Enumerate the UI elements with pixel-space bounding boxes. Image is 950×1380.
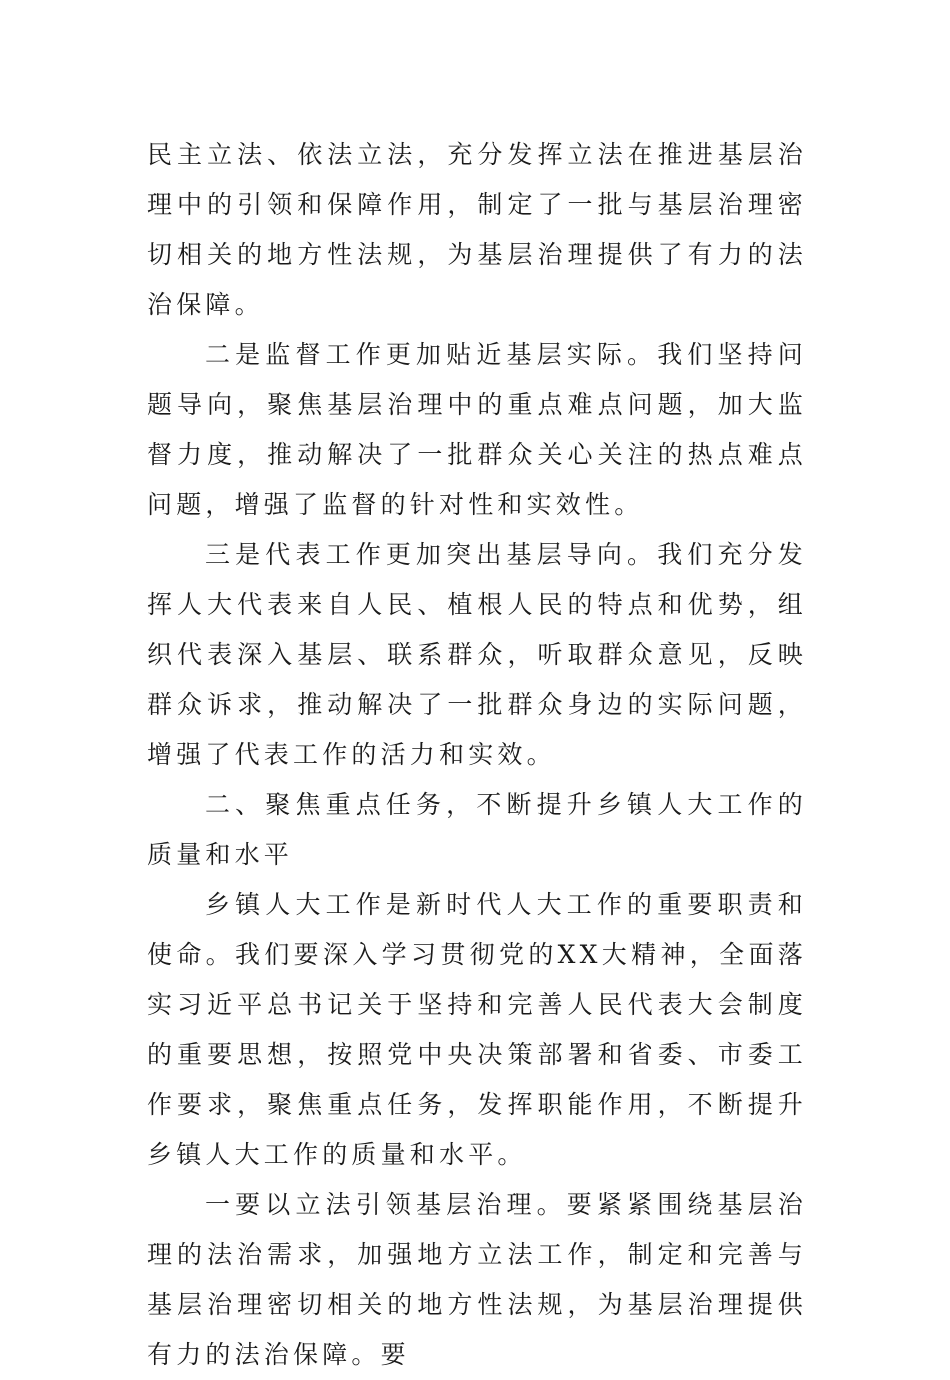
paragraph-legislation: 一要以立法引领基层治理。要紧紧围绕基层治理的法治需求，加强地方立法工作，制定和完善与基层治理密切相关的地方性法规，为基层治理提供有力的法治保障。要 [147, 1190, 807, 1369]
paragraph-township-work: 乡镇人大工作是新时代人大工作的重要职责和使命。我们要深入学习贯彻党的XX大精神，全面落实习近平总书记关于坚持和完善人民代表大会制度的重要思想，按照党中央决策部署和省委、市委工作要求，聚焦重点任务，发挥职能作用，不断提升乡镇人大工作的质量和水平。 [147, 890, 807, 1169]
paragraph-representatives: 三是代表工作更加突出基层导向。我们充分发挥人大代表来自人民、植根人民的特点和优势，组织代表深入基层、联系群众，听取群众意见，反映群众诉求，推动解决了一批群众身边的实际问题，增强了代表工作的活力和实效。 [147, 540, 807, 769]
paragraph-continued: 民主立法、依法立法，充分发挥立法在推进基层治理中的引领和保障作用，制定了一批与基层治理密切相关的地方性法规，为基层治理提供了有力的法治保障。 [147, 140, 807, 319]
paragraph-supervision: 二是监督工作更加贴近基层实际。我们坚持问题导向，聚焦基层治理中的重点难点问题，加大监督力度，推动解决了一批群众关心关注的热点难点问题，增强了监督的针对性和实效性。 [147, 340, 807, 519]
document-body [147, 130, 807, 1380]
section-heading: 二、聚焦重点任务，不断提升乡镇人大工作的质量和水平 [147, 790, 807, 869]
